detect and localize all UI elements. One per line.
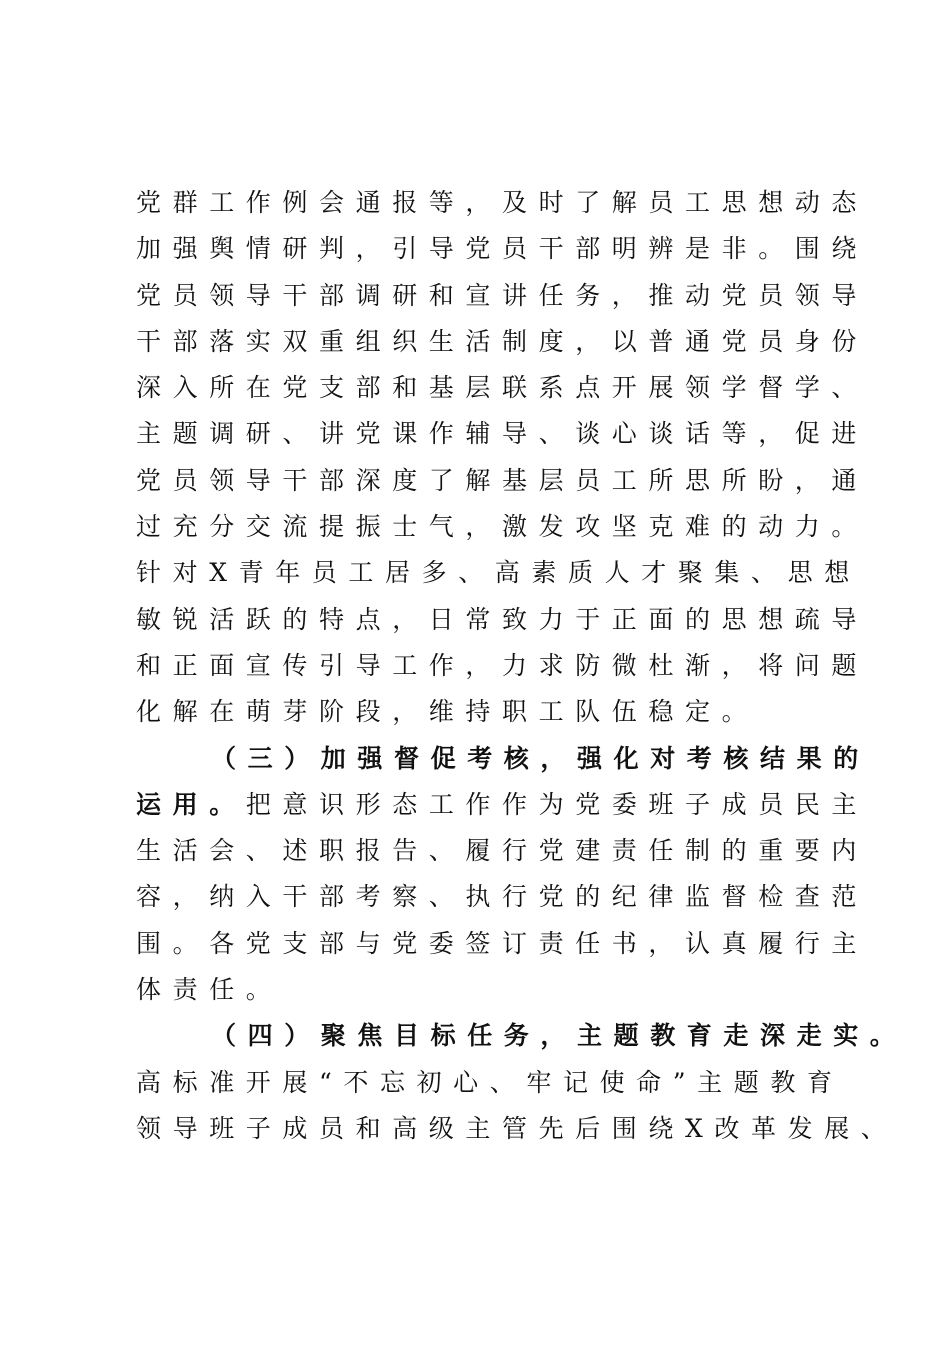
text-line	[136, 597, 896, 643]
line-text: 党群工作例会通报等，及时了解员工思想动态	[136, 188, 869, 217]
line-text: 领导班子成员和高级主管先后围绕X改革发展、	[136, 1113, 898, 1143]
text-line	[136, 967, 896, 1013]
line-text: 敏锐活跃的特点，日常致力于正面的思想疏导	[136, 604, 869, 634]
text-line	[136, 874, 896, 920]
text-line	[136, 689, 896, 735]
text-line	[136, 1106, 896, 1152]
text-line	[136, 782, 896, 828]
line-text: 容，纳入干部考察、执行党的纪律监督检查范	[136, 882, 869, 912]
line-text: 党员领导干部调研和宣讲任务，推动党员领导	[136, 280, 869, 310]
text-line	[136, 365, 896, 411]
text-line	[136, 643, 896, 689]
line-text: 体责任。	[136, 975, 283, 1005]
line-text: 主题调研、讲党课作辅导、谈心谈话等，促进	[136, 419, 869, 449]
line-text: 针对X青年员工居多、高素质人才聚集、思想	[136, 558, 861, 588]
line-text: 生活会、述职报告、履行党建责任制的重要内	[136, 836, 869, 866]
text-line	[136, 319, 896, 365]
text-line	[136, 504, 896, 550]
line-text: 深入所在党支部和基层联系点开展领学督学、	[136, 373, 869, 403]
section-heading-text: （三）加强督促考核，强化对考核结果的	[211, 743, 870, 773]
text-line	[136, 828, 896, 874]
line-text: 围。各党支部与党委签订责任书，认真履行主	[136, 928, 869, 958]
line-text: 和正面宣传引导工作，力求防微杜渐，将问题	[136, 650, 869, 680]
text-line	[136, 411, 896, 457]
text-line	[136, 180, 896, 226]
text-line	[136, 921, 896, 967]
line-text: 化解在萌芽阶段，维持职工队伍稳定。	[136, 697, 759, 727]
text-line	[136, 550, 896, 596]
line-text: 把意识形态工作作为党委班子成员民主	[245, 789, 869, 819]
line-text: 加强舆情研判，引导党员干部明辨是非。围绕	[136, 234, 869, 264]
section-heading-4	[136, 1013, 907, 1059]
section-heading-3	[136, 736, 896, 782]
line-text: 高标准开展“不忘初心、牢记使命”主题教育	[136, 1067, 844, 1097]
text-line	[136, 226, 896, 272]
line-text: 党员领导干部深度了解基层员工所思所盼，通	[136, 465, 869, 495]
text-line	[136, 458, 896, 504]
section-heading-text: （四）聚焦目标任务，主题教育走深走实。	[211, 1021, 907, 1051]
section-heading-continuation: 运用。	[136, 789, 246, 819]
document-body	[136, 180, 907, 1152]
line-text: 过充分交流提振士气，激发攻坚克难的动力。	[136, 512, 869, 542]
text-line	[136, 273, 896, 319]
text-line	[136, 1060, 896, 1106]
line-text: 干部落实双重组织生活制度，以普通党员身份	[136, 326, 869, 356]
